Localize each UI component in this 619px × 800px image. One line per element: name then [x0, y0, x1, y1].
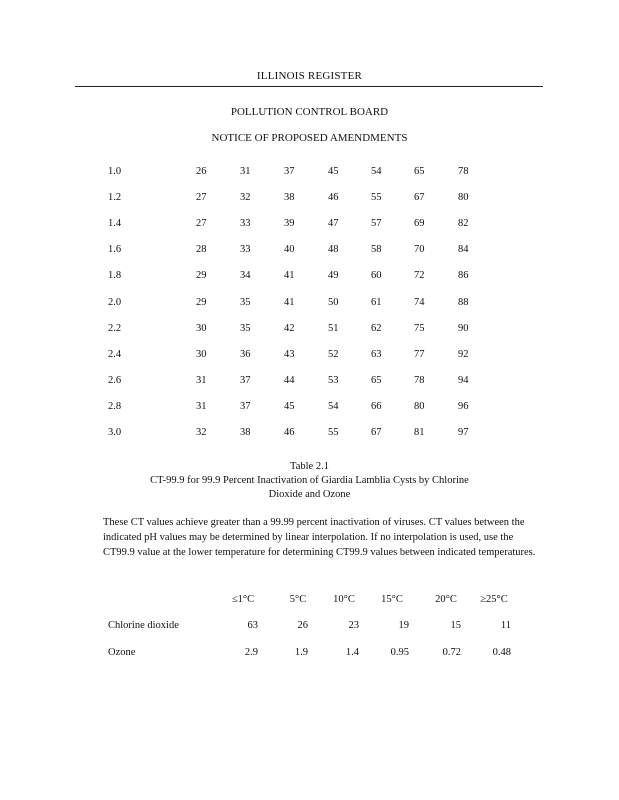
ct-value: 37 [240, 374, 251, 386]
ct-value: 86 [458, 270, 469, 282]
table-row [0, 270, 619, 284]
ct-value: 88 [458, 296, 469, 308]
ct-value: 80 [458, 192, 469, 204]
ct-value: 48 [328, 244, 339, 256]
ct-value: 84 [458, 244, 469, 256]
header-title: ILLINOIS REGISTER [256, 70, 363, 82]
ct-value: 23 [348, 620, 359, 631]
ct-value: 42 [284, 322, 295, 334]
ct-value: 19 [398, 620, 409, 631]
ct-value: 92 [458, 348, 469, 360]
ph-value: 1.4 [108, 218, 122, 230]
ct-value: 78 [414, 374, 425, 386]
ct-value: 53 [328, 374, 339, 386]
ct-value: 26 [297, 620, 308, 631]
ct-value: 39 [284, 218, 295, 230]
ct-value: 38 [284, 192, 295, 204]
ct-value: 46 [328, 192, 339, 204]
ct-value: 46 [284, 427, 295, 438]
ct-value: 65 [414, 166, 425, 177]
ct-value: 54 [371, 166, 382, 177]
ct-value: 62 [371, 322, 382, 334]
ct-value: 65 [371, 374, 382, 386]
table-row [0, 401, 619, 415]
ct-value: 54 [328, 400, 339, 412]
ph-value: 1.0 [108, 166, 122, 177]
notice-title: NOTICE OF PROPOSED AMENDMENTS [211, 132, 408, 144]
ct-value: 45 [284, 400, 295, 412]
table-row [0, 244, 619, 258]
table-row [0, 349, 619, 363]
ct-value: 31 [240, 166, 251, 177]
ct-value: 69 [414, 218, 425, 230]
ct-value: 32 [240, 192, 251, 204]
ct-value: 77 [414, 348, 425, 360]
ct-value: 90 [458, 322, 469, 334]
disinfectant-label: Chlorine dioxide [108, 620, 179, 631]
ct-value: 29 [196, 270, 207, 282]
table-row [0, 323, 619, 337]
ct-value: 34 [240, 270, 251, 282]
ct-value: 2.9 [244, 647, 258, 658]
table-row [0, 427, 619, 441]
ph-value: 2.8 [108, 400, 122, 412]
ct-value: 50 [328, 296, 339, 308]
ct-value: 32 [196, 427, 207, 438]
ph-value: 2.2 [108, 322, 122, 334]
table-row [0, 166, 619, 180]
ct-value: 75 [414, 322, 425, 334]
ct-value: 78 [458, 166, 469, 177]
ct-value: 27 [196, 192, 207, 204]
ph-value: 1.2 [108, 192, 122, 204]
ct-value: 55 [328, 427, 339, 438]
ct-value: 29 [196, 296, 207, 308]
ct-value: 0.95 [390, 647, 409, 658]
ct-value: 63 [371, 348, 382, 360]
ct-value: 66 [371, 400, 382, 412]
table-row [0, 375, 619, 389]
ct-value: 44 [284, 374, 295, 386]
ct-value: 33 [240, 218, 251, 230]
ct-value: 28 [196, 244, 207, 256]
temp-column-header: 10°C [333, 594, 355, 605]
temp-column-header: 15°C [381, 594, 403, 605]
ct-value: 45 [328, 166, 339, 177]
ct-value: 41 [284, 270, 295, 282]
table-row [0, 192, 619, 206]
ct-value: 40 [284, 244, 295, 256]
ct-value: 60 [371, 270, 382, 282]
temp-column-header: ≥25°C [480, 594, 508, 605]
ct-value: 96 [458, 400, 469, 412]
ct-value: 47 [328, 218, 339, 230]
ct-value: 81 [414, 427, 425, 438]
ct-value: 37 [240, 400, 251, 412]
table-title: Table 2.1 [290, 461, 329, 472]
temp-column-header: 5°C [289, 594, 307, 605]
ct-value: 49 [328, 270, 339, 282]
ct-value: 38 [240, 427, 251, 438]
ph-value: 1.8 [108, 270, 122, 282]
ct-value: 67 [414, 192, 425, 204]
ct-value: 27 [196, 218, 207, 230]
ct-value: 58 [371, 244, 382, 256]
ph-value: 1.6 [108, 244, 122, 256]
ph-value: 2.4 [108, 348, 122, 360]
ct-value: 1.4 [345, 647, 359, 658]
ct-value: 51 [328, 322, 339, 334]
ct-value: 82 [458, 218, 469, 230]
ct-value: 26 [196, 166, 207, 177]
temp-column-header: 20°C [435, 594, 457, 605]
ct-value: 74 [414, 296, 425, 308]
ct-value: 67 [371, 427, 382, 438]
table-caption-line2: Dioxide and Ozone [268, 489, 351, 500]
ct-value: 63 [247, 620, 258, 631]
table-notes: These CT values achieve greater than a 99.99 percent inactivation of viruses. CT values between the indicated pH values may be determined by linear interpolation. If no interpolation is used, use the CT99.9 value at the lower temperature for determining CT99.9 values between indicated temperatures. [103, 517, 536, 558]
ct-value: 30 [196, 322, 207, 334]
ph-value: 2.6 [108, 374, 122, 386]
ct-value: 35 [240, 322, 251, 334]
ct-value: 30 [196, 348, 207, 360]
ct-value: 61 [371, 296, 382, 308]
ct-value: 55 [371, 192, 382, 204]
board-name: POLLUTION CONTROL BOARD [230, 106, 389, 118]
ct-value: 11 [500, 620, 511, 631]
ct-value: 36 [240, 348, 251, 360]
ct-value: 37 [284, 166, 295, 177]
ph-value: 3.0 [108, 427, 122, 438]
ct-value: 0.48 [492, 647, 511, 658]
header-rule [75, 86, 543, 87]
disinfectant-label: Ozone [108, 647, 136, 658]
table-row [0, 297, 619, 311]
ct-value: 31 [196, 374, 207, 386]
ct-value: 33 [240, 244, 251, 256]
ct-value: 0.72 [442, 647, 461, 658]
ct-value: 80 [414, 400, 425, 412]
table-caption-line1: CT-99.9 for 99.9 Percent Inactivation of Giardia Lamblia Cysts by Chlorine [150, 475, 469, 486]
ct-value: 94 [458, 374, 469, 386]
ph-value: 2.0 [108, 296, 122, 308]
table-row [0, 218, 619, 232]
ct-value: 15 [450, 620, 461, 631]
ct-value: 72 [414, 270, 425, 282]
ct-value: 31 [196, 400, 207, 412]
ct-value: 97 [458, 427, 469, 438]
ct-value: 35 [240, 296, 251, 308]
ct-value: 41 [284, 296, 295, 308]
ct-value: 1.9 [294, 647, 308, 658]
ct-value: 52 [328, 348, 339, 360]
temp-column-header: ≤1°C [231, 594, 255, 605]
ct-value: 57 [371, 218, 382, 230]
ct-value: 43 [284, 348, 295, 360]
ct-value: 70 [414, 244, 425, 256]
